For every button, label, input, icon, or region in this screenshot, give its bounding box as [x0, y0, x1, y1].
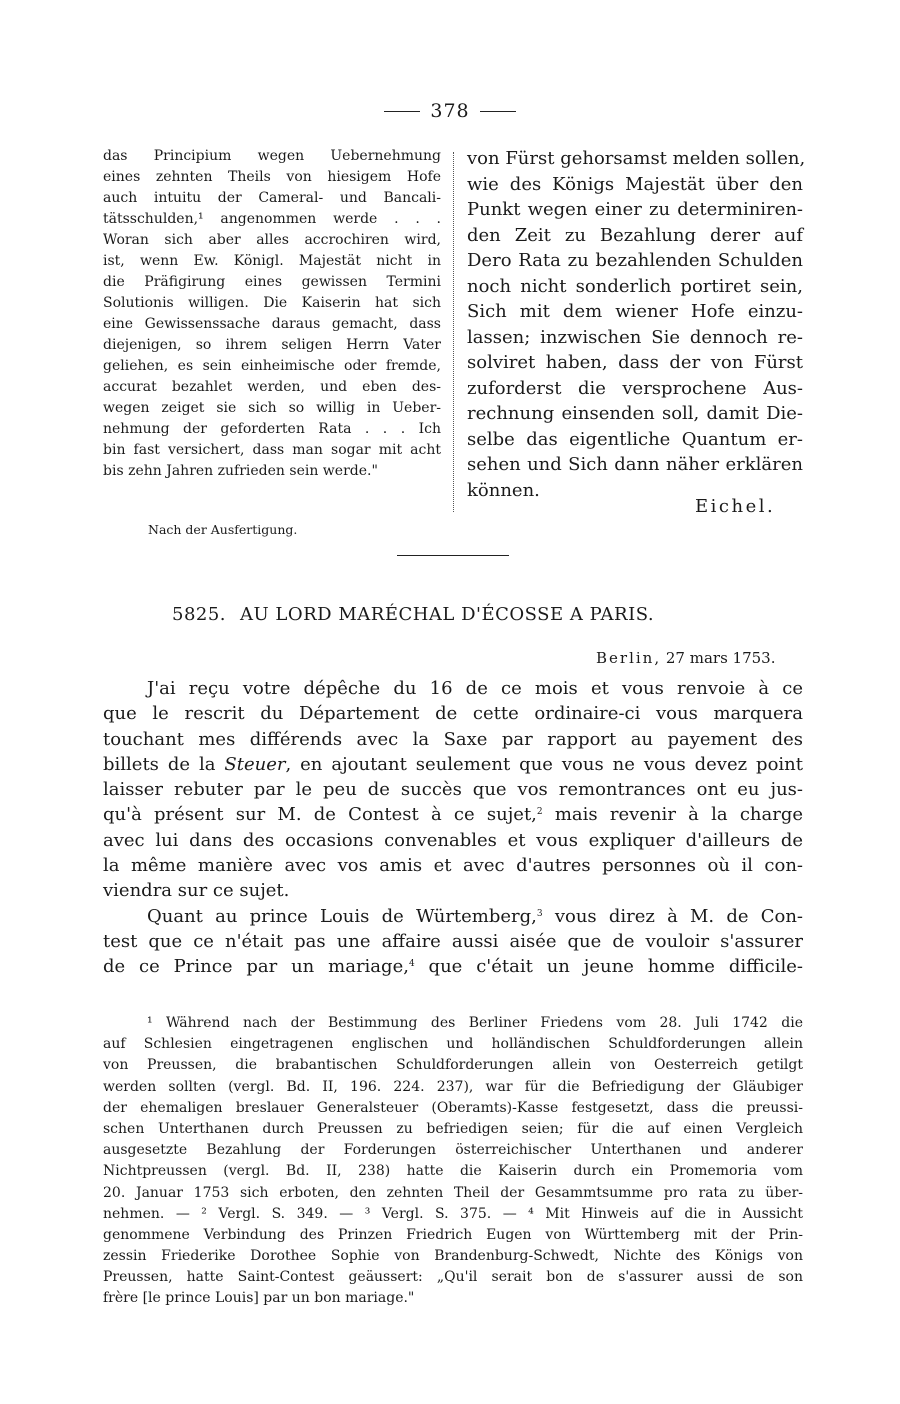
footnote-line: frère [le prince Louis] par un bon mariage."	[103, 1290, 415, 1307]
emphasis-steuer: Steuer	[224, 753, 286, 775]
body-text-fragment: de ce Prince par un mariage,	[103, 956, 409, 978]
footnote-line: Preussen, hatte Saint-Contest geäussert: „Qu'il serait bon de s'assurer aussi de son	[103, 1269, 803, 1286]
right-column-line: rechnung einsenden soll, damit Die-	[467, 403, 803, 424]
right-column-line: wie des Königs Majestät über den	[467, 173, 803, 195]
signature: Eichel.	[695, 496, 776, 517]
left-column-line: auch intuitu der Cameral- und Bancali-	[103, 190, 441, 206]
footnote-line: auf Schlesien eingetragenen englischen und holländischen Schuldforderungen allein	[103, 1036, 803, 1053]
left-column-line: accurat bezahlet werden, und eben des-	[103, 379, 441, 395]
left-column-line: bin fast versichert, dass man sogar mit acht	[103, 442, 441, 458]
right-column-line: können.	[467, 479, 540, 501]
footnote-line: Nichtpreussen (vergl. Bd. II, 238) hatte die Kaiserin durch ein Promemoria vom	[103, 1163, 803, 1180]
footnote-line: 20. Januar 1753 sich erboten, den zehnten Theil der Gesammtsumme pro rata zu über-	[103, 1184, 803, 1201]
left-column-line: ist, wenn Ew. Königl. Majestät nicht in	[103, 253, 441, 269]
body-text-fragment: que c'était un jeune homme difficile-	[414, 956, 803, 978]
footnote-ref: 4	[408, 959, 415, 970]
body-text-fragment: , en ajoutant seulement que vous ne vous devez point	[285, 753, 803, 775]
letter-number: 5825.	[172, 604, 227, 625]
right-column-line: Punkt wegen einer zu determiniren-	[467, 199, 803, 220]
dateline-date: 27 mars 1753.	[665, 649, 776, 667]
left-column-quote	[103, 146, 441, 482]
right-column-line: sehen und Sich dann näher erklären	[467, 454, 803, 475]
body-text-fragment: vous direz à M. de Con-	[542, 905, 803, 927]
right-column-line: solviret haben, dass der von Fürst	[467, 352, 803, 373]
left-column-line: diejenigen, so ihrem seligen Herrn Vater	[103, 337, 441, 353]
body-text-fragment: Quant au prince Louis de Würtemberg,	[147, 905, 537, 927]
footnote-line: ¹ Während nach der Bestimmung des Berliner Friedens vom 28. Juli 1742 die	[147, 1015, 803, 1031]
header-dash-right	[480, 111, 516, 112]
left-column-line: eine Gewissenssache daraus gemacht, dass	[103, 316, 441, 332]
letter-title: AU LORD MARÉCHAL D'ÉCOSSE A PARIS.	[240, 604, 655, 625]
left-column-line: Solutionis willigen. Die Kaiserin hat sich	[103, 295, 441, 311]
body-line: avec lui dans des occasions convenables et vous expliquer d'ailleurs de	[103, 829, 803, 851]
footnote-line: genommene Verbindung des Prinzen Friedrich Eugen von Württemberg mit der Prin-	[103, 1226, 803, 1243]
left-column-line: geliehen, es sein einheimische oder fremde,	[103, 358, 441, 374]
footnote-line: von Preussen, die brabantischen Schuldforderungen allein von Oesterreich getilgt	[103, 1057, 803, 1074]
footnote-line: der ehemaligen breslauer Generalsteuer (Oberamts)-Kasse festgesetzt, dass die preussi-	[103, 1099, 803, 1116]
right-column-line: Dero Rata zu bezahlenden Schulden	[467, 250, 803, 271]
body-line	[103, 752, 803, 777]
body-text-fragment: qu'à présent sur M. de Contest à ce sujet,	[103, 804, 537, 826]
right-column-text	[467, 146, 806, 503]
page-header	[0, 100, 900, 130]
footnotes	[103, 1013, 803, 1310]
left-column-line: die Präfigirung eines gewissen Termini	[103, 274, 441, 290]
right-column-line: den Zeit zu Bezahlung derer auf	[467, 224, 803, 246]
dateline-place: Berlin,	[596, 649, 662, 667]
footnote-line: ausgesetzte Bezahlung der Forderungen österreichischer Unterthanen und anderer	[103, 1142, 803, 1159]
body-text-fragment: mais revenir à la charge	[542, 804, 803, 826]
body-line: touchant mes différends avec la Saxe par rapport au payement des	[103, 728, 803, 750]
letter-body	[103, 676, 803, 980]
left-column-line: Woran sich aber alles accrochiren wird,	[103, 232, 441, 248]
body-line: laisser rebuter par le peu de succès que vos remontrances ont eu jus-	[103, 779, 803, 801]
left-column-line: das Principium wegen Uebernehmung	[103, 148, 441, 164]
column-divider	[453, 152, 454, 512]
body-line: la même manière avec vos amis et avec d'autres personnes où il con-	[103, 855, 803, 877]
right-column-line: von Fürst gehorsamst melden sollen,	[467, 148, 806, 169]
left-column-line: wegen zeiget sie sich so willig in Ueber-	[103, 400, 441, 416]
source-note: Nach der Ausfertigung.	[148, 522, 298, 537]
footnote-ref: 2	[536, 807, 543, 818]
footnote-line: werden sollten (vergl. Bd. II, 196. 224. 237), war für die Befriedigung der Gläubiger	[103, 1078, 803, 1095]
body-line	[103, 802, 803, 827]
right-column-line: selbe das eigentliche Quantum er-	[467, 428, 803, 450]
header-dash-left	[384, 111, 420, 112]
body-line: test que ce n'était pas une affaire aussi aisée que de vouloir s'assurer	[103, 930, 803, 952]
body-line	[103, 904, 803, 929]
body-line: que le rescrit du Département de cette ordinaire-ci vous marquera	[103, 703, 803, 725]
footnote-line: nehmen. — ² Vergl. S. 349. — ³ Vergl. S. 375. — ⁴ Mit Hinweis auf die in Aussicht	[103, 1205, 803, 1222]
body-line	[103, 954, 803, 979]
right-column-line: Sich mit dem wiener Hofe einzu-	[467, 301, 803, 322]
right-column-line: zuforderst die versprochene Aus-	[467, 377, 803, 399]
footnote-line: schen Unterthanen durch Preussen zu befriedigen seien; für die auf einen Vergleich	[103, 1120, 803, 1137]
letter-heading	[172, 604, 654, 625]
footnote-line: zessin Friederike Dorothee Sophie von Brandenburg-Schwedt, Nichte des Königs von	[103, 1248, 803, 1265]
left-column-line: tätsschulden,¹ angenommen werde . . .	[103, 211, 441, 227]
body-line: J'ai reçu votre dépêche du 16 de ce mois et vous renvoie à ce	[147, 678, 803, 699]
right-column-line: lassen; inzwischen Sie dennoch re-	[467, 326, 803, 348]
left-column-line: bis zehn Jahren zufrieden sein werde."	[103, 463, 378, 479]
section-separator	[397, 555, 509, 556]
left-column-line: nehmung der geforderten Rata . . . Ich	[103, 421, 441, 437]
body-line: viendra sur ce sujet.	[103, 880, 290, 902]
footnote-ref: 3	[536, 908, 543, 919]
page-number: 378	[430, 100, 470, 122]
left-column-line: eines zehnten Theils von hiesigem Hofe	[103, 169, 441, 185]
right-column-line: noch nicht sonderlich portiret sein,	[467, 275, 803, 297]
dateline	[596, 649, 775, 667]
body-text-fragment: billets de la	[103, 753, 225, 775]
